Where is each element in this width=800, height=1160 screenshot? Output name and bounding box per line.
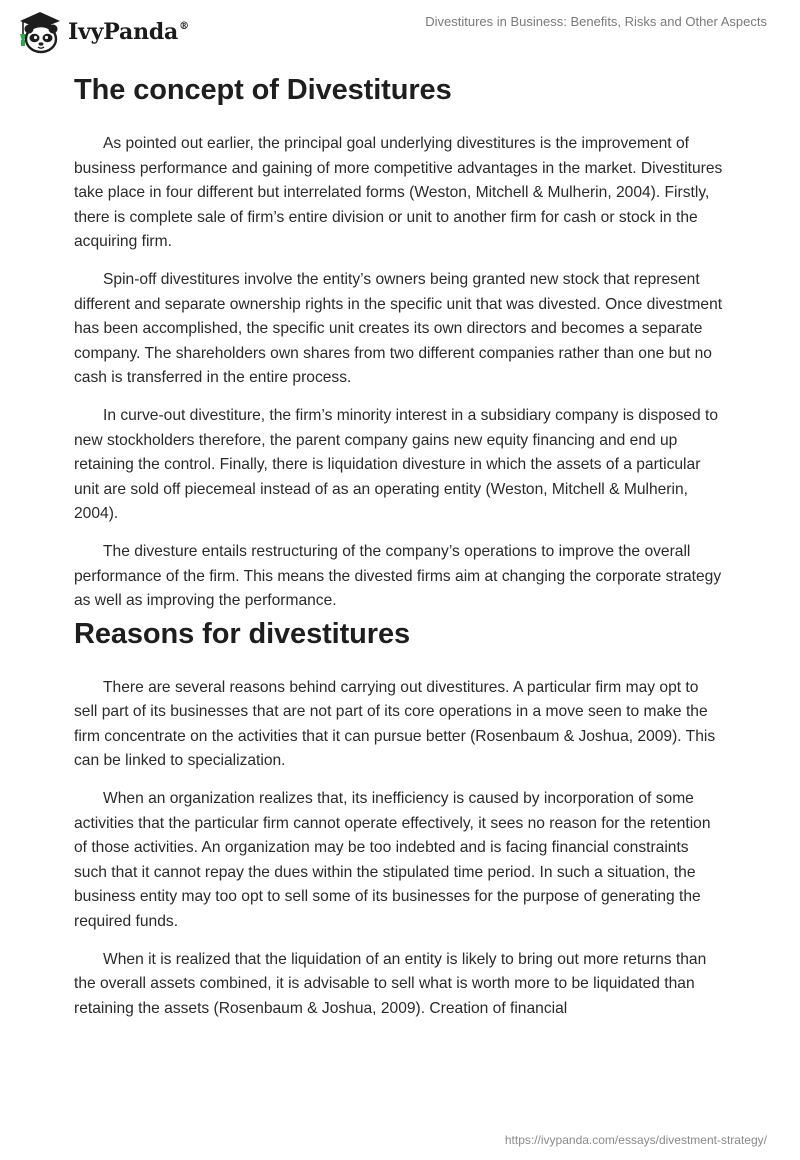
paragraph: The divesture entails restructuring of the company’s operations to improve the overall performance of the firm. This means the divested firms aim at changing the corporate strategy as well as improving the performance. — [74, 542, 722, 610]
essay-content — [74, 70, 724, 1021]
document-title: Divestitures in Business: Benefits, Risks and Other Aspects — [425, 14, 767, 29]
paragraph: Spin-off divestitures involve the entity’s owners being granted new stock that represent different and separate ownership rights in the specific unit that was divested. Once divestment has been accomplished, the specific unit creates its own directors and becomes a separate company. The shareholders own shares from two different companies rather than one but no cash is transferred in the entire process. — [74, 270, 723, 387]
footer-source-url[interactable]: https://ivypanda.com/essays/divestment-strategy/ — [504, 1133, 767, 1147]
paragraph: When it is realized that the liquidation of an entity is likely to bring out more returns than the overall assets combined, it is advisable to sell what is worth more to be liquidated than retaining the assets (Rosenbaum & Joshua, 2009). Creation of financial — [74, 950, 707, 1017]
ivypanda-logo[interactable] — [14, 8, 189, 54]
paragraph: There are several reasons behind carrying out divestitures. A particular firm may opt to sell part of its businesses that are not part of its core operations in a move seen to make the firm concentrate on the activities that it can pursue better (Rosenbaum & Joshua, 2009). This can be linked to specialization. — [74, 678, 716, 770]
section-heading-concept: The concept of Divestitures — [74, 74, 452, 106]
paragraph: When an organization realizes that, its inefficiency is caused by incorporation of some activities that the particular firm cannot operate effectively, it sees no reason for the retention of those activities. An organization may be too indebted and is facing financial constraints such that it cannot repay the dues within the stipulated time period. In such a situation, the business entity may too opt to sell some of its businesses for the purpose of generating the required funds. — [74, 790, 711, 931]
paragraph: As pointed out earlier, the principal goal underlying divestitures is the improvement of business performance and gaining of more competitive advantages in the market. Divestitures take place in four different but interrelated forms (Weston, Mitchell & Mulherin, 2004). Firstly, there is complete sale of firm’s entire division or unit to another firm for cash or stock in the acquiring firm. — [74, 135, 723, 251]
panda-graduate-icon — [14, 8, 62, 54]
paragraph: In curve-out divestiture, the firm’s minority interest in a subsidiary company is disposed to new stockholders therefore, the parent company gains new equity financing and end up retaining the control. Finally, there is liquidation divesture in which the assets of a particular unit are sold off piecemeal instead of as an operating entity (Weston, Mitchell & Mulherin, 2004). — [74, 406, 719, 523]
section-heading-reasons: Reasons for divestitures — [74, 617, 411, 650]
page-header — [0, 0, 800, 66]
logo-wordmark: IvyPanda® — [68, 19, 189, 45]
